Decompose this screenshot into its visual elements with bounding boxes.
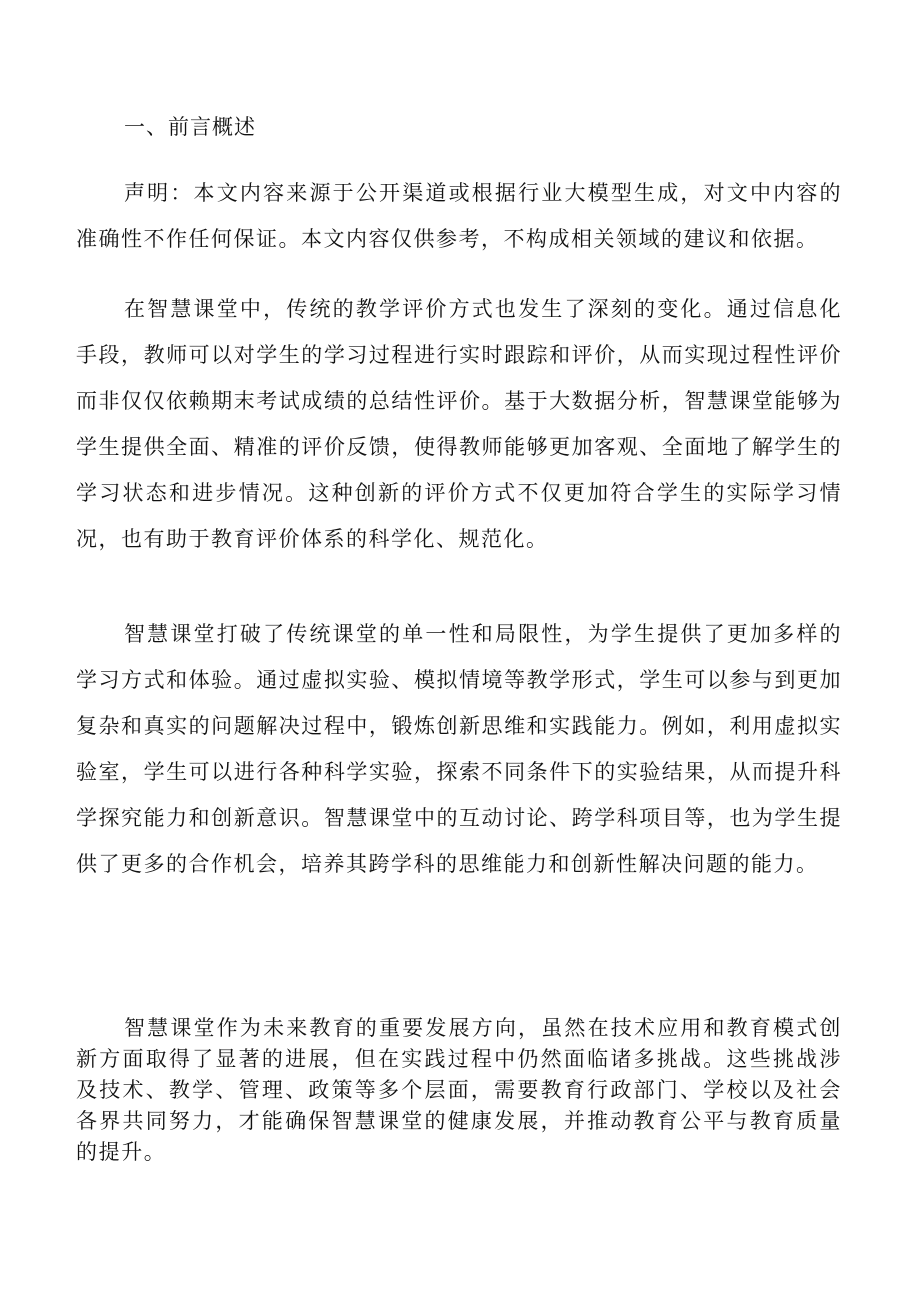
section-heading: 一、前言概述 <box>124 115 256 139</box>
challenges-paragraph: 智慧课堂作为未来教育的重要发展方向，虽然在技术应用和教育模式创新方面取得了显著的进展，但在实践过程中仍然面临诸多挑战。这些挑战涉及技术、教学、管理、政策等多个层面，需要教育行政部门、学校以及社会各界共同努力，才能确保智慧课堂的健康发展，并推动教育公平与教育质量的提升。 <box>76 1016 842 1164</box>
learning-experience-paragraph: 智慧课堂打破了传统课堂的单一性和局限性，为学生提供了更加多样的学习方式和体验。通过虚拟实验、模拟情境等教学形式，学生可以参与到更加复杂和真实的问题解决过程中，锻炼创新思维和实践能力。例如，利用虚拟实验室，学生可以进行各种科学实验，探索不同条件下的实验结果，从而提升科学探究能力和创新意识。智慧课堂中的互动讨论、跨学科项目等，也为学生提供了更多的合作机会，培养其跨学科的思维能力和创新性解决问题的能力。 <box>76 622 842 876</box>
evaluation-paragraph: 在智慧课堂中，传统的教学评价方式也发生了深刻的变化。通过信息化手段，教师可以对学生的学习过程进行实时跟踪和评价，从而实现过程性评价而非仅仅依赖期末考试成绩的总结性评价。基于大数据分析，智慧课堂能够为学生提供全面、精准的评价反馈，使得教师能够更加客观、全面地了解学生的学习状态和进步情况。这种创新的评价方式不仅更加符合学生的实际学习情况，也有助于教育评价体系的科学化、规范化。 <box>76 297 842 551</box>
disclaimer-paragraph: 声明：本文内容来源于公开渠道或根据行业大模型生成，对文中内容的准确性不作任何保证。本文内容仅供参考，不构成相关领域的建议和依据。 <box>76 181 842 251</box>
